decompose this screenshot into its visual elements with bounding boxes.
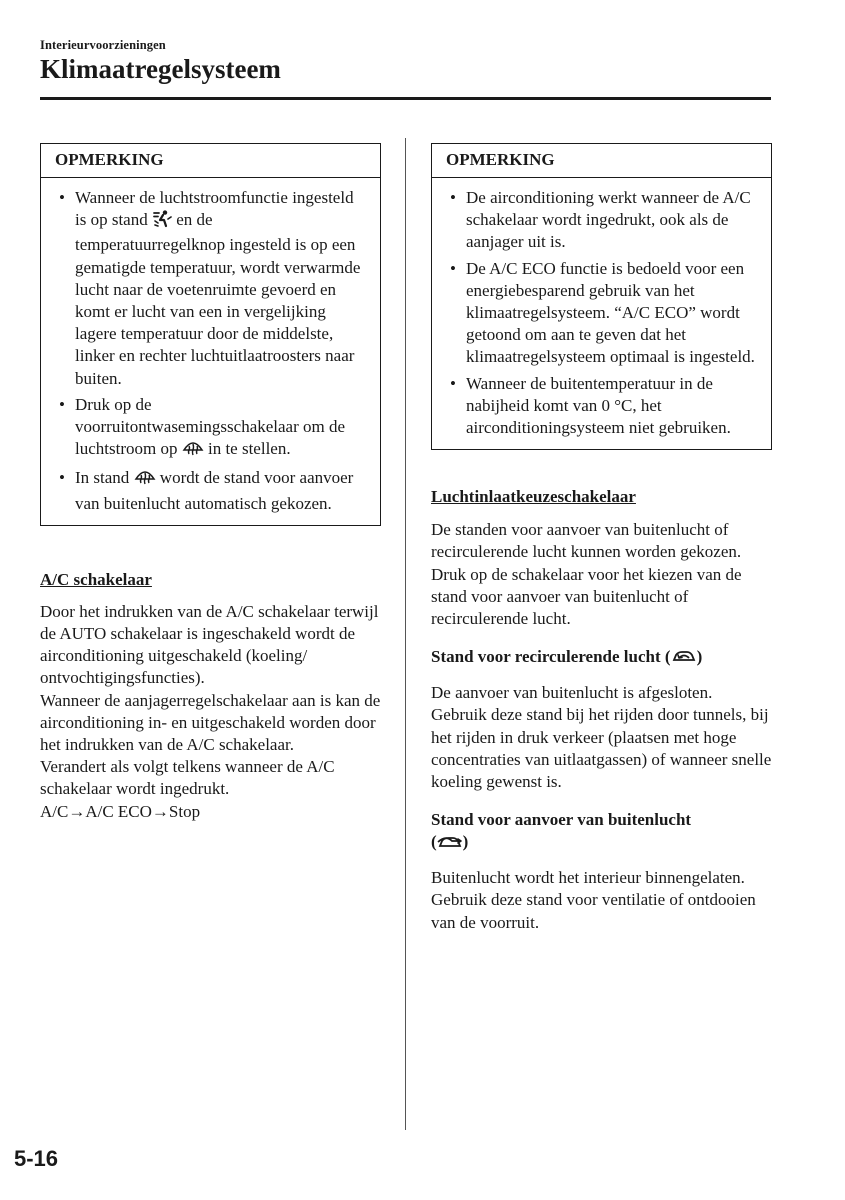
note-item: • Wanneer de buitentemperatuur in de nabijheid komt van 0 °C, het airconditioningsysteem niet gebruiken. xyxy=(450,373,731,438)
section-heading-intake: Luchtinlaatkeuzeschakelaar xyxy=(431,487,636,507)
note-item: • De airconditioning werkt wanneer de A/C schakelaar wordt ingedrukt, ook als de aanjager uit is. xyxy=(450,188,751,252)
title-rule xyxy=(40,97,771,100)
ac-sequence: A/C→A/C ECO→Stop xyxy=(40,801,201,821)
floor-defrost-mode-icon xyxy=(152,210,172,234)
note-item: • Wanneer de luchtstroomfunctie ingesteld is op stand en de temperatuurregelknop ingesteld is op een gematigde temperatuur, wordt verwarmde lucht naar de voetenruimte gevoerd en komt er lucht van een in vergelijking lagere temperatuur door de middelste, linker en rechter luchtuitlaatroosters naar buiten. xyxy=(59,188,361,388)
recirculation-heading: Stand voor recirculerende lucht ( ) xyxy=(431,646,772,671)
ac-paragraph: Verandert als volgt telkens wanneer de A/C schakelaar wordt ingedrukt. xyxy=(40,757,335,799)
intake-paragraph: De standen voor aanvoer van buitenlucht of recirculerende lucht kunnen worden gekozen. Druk op de schakelaar voor het kiezen van de stand voor aanvoer van buitenlucht of recirculerende lucht. xyxy=(431,520,742,629)
right-column xyxy=(431,143,772,934)
ac-paragraph: Door het indrukken van de A/C schakelaar terwijl de AUTO schakelaar is ingeschakeld wordt de airconditioning uitgeschakeld (koeling/ ontvochtigingsfuncties). xyxy=(40,601,379,688)
note-text: en de temperatuurregelknop ingesteld is op een gematigde temperatuur, wordt verwarmde lucht naar de voetenruimte gevoerd en komt er lucht van een in vergelijking lagere temperatuur door de middelste, linker en rechter luchtuitlaatroosters naar buiten. xyxy=(75,210,361,388)
note-title: OPMERKING xyxy=(41,144,380,178)
note-text: wordt de stand voor aanvoer van buitenlucht automatisch gekozen. xyxy=(75,468,354,513)
section-kicker: Interieurvoorzieningen xyxy=(40,38,166,52)
note-item: • Druk op de voorruitontwasemingsschakelaar om de luchtstroom op in te stellen. xyxy=(55,394,366,464)
recirculation-icon xyxy=(671,649,697,671)
note-item: • De A/C ECO functie is bedoeld voor een energiebesparend gebruik van het klimaatregelsysteem. “A/C ECO” wordt getoond om aan te geven dat het klimaatregelsysteem optimaal is ingesteld. xyxy=(450,258,755,367)
outside-air-paragraph: Buitenlucht wordt het interieur binnengelaten. Gebruik deze stand voor ventilatie of ontdooien van de voorruit. xyxy=(431,868,756,932)
column-divider xyxy=(405,138,406,1130)
note-text: De airconditioning werkt wanneer de A/C schakelaar wordt ingedrukt, ook als de aanjager uit is. xyxy=(466,188,751,252)
note-box-left xyxy=(40,143,381,526)
outside-air-heading: Stand voor aanvoer van buitenlucht ( ) xyxy=(431,809,772,856)
note-text: Druk op de voorruitontwasemingsschakelaar om de luchtstroom op xyxy=(75,394,346,459)
outside-air-icon xyxy=(437,834,463,856)
note-body xyxy=(432,178,771,449)
note-body xyxy=(41,178,380,525)
section-heading-ac: A/C schakelaar xyxy=(40,569,152,589)
windshield-defroster-icon xyxy=(182,439,204,463)
note-text: In stand xyxy=(75,468,130,488)
note-box-right xyxy=(431,143,772,450)
page-number: 5-16 xyxy=(14,1146,59,1171)
left-column xyxy=(40,143,381,823)
note-text: De A/C ECO functie is bedoeld voor een energiebesparend gebruik van het klimaatregelsysteem. “A/C ECO” wordt getoond om aan te geven dat het klimaatregelsysteem optimaal is ingesteld. xyxy=(466,258,755,367)
note-text: Wanneer de luchtstroomfunctie ingesteld is op stand xyxy=(75,188,354,230)
note-text: Wanneer de buitentemperatuur in de nabijheid komt van 0 °C, het airconditioningsysteem niet gebruiken. xyxy=(466,373,731,438)
windshield-defroster-icon xyxy=(134,468,156,492)
note-title: OPMERKING xyxy=(432,144,771,178)
ac-paragraph: Wanneer de aanjagerregelschakelaar aan is kan de airconditioning in- en uitgeschakeld worden door het indrukken van de A/C schakelaar. xyxy=(40,690,381,755)
recirculation-paragraph: De aanvoer van buitenlucht is afgesloten. Gebruik deze stand bij het rijden door tunnels, bij het rijden in druk verkeer (plaatsen met hoge concentraties van uitlaatgassen) of wanneer snelle koeling gewenst is. xyxy=(431,683,772,792)
page-title: Klimaatregelsysteem xyxy=(40,54,281,84)
note-item: • In stand wordt de stand voor aanvoer van buitenlucht automatisch gekozen. xyxy=(59,468,354,513)
note-text: in te stellen. xyxy=(207,439,291,459)
